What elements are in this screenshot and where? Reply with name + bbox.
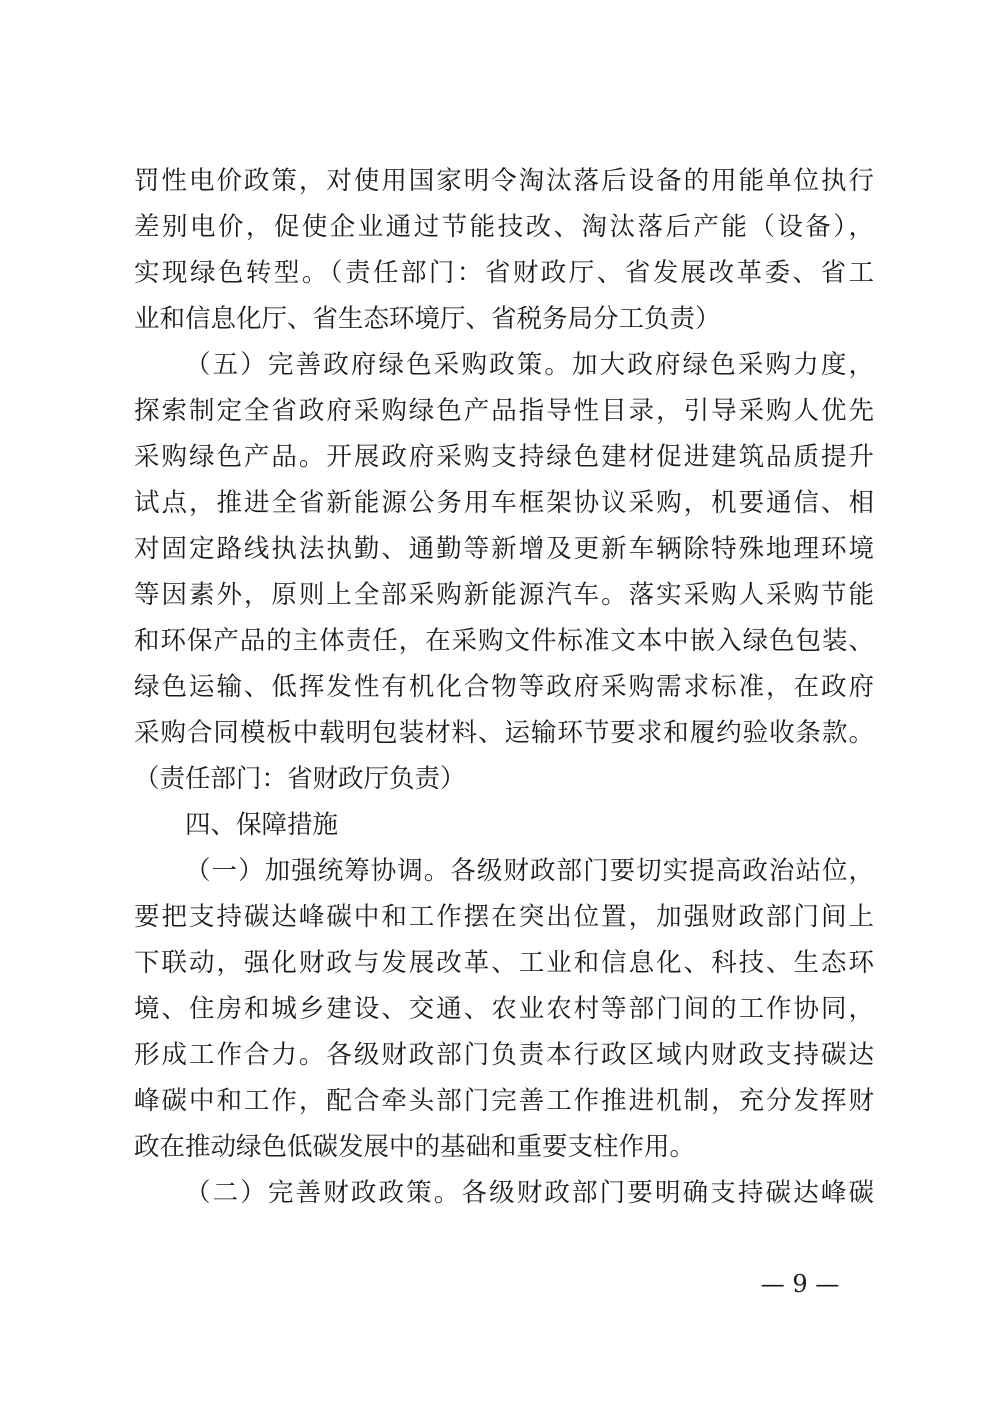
text-line: 罚性电价政策，对使用国家明令淘汰落后设备的用能单位执行	[134, 166, 874, 196]
text-line: 采购合同模板中载明包装材料、运输环节要求和履约验收条款。	[134, 718, 874, 748]
text-line: 对固定路线执法执勤、通勤等新增及更新车辆除特殊地理环境	[134, 534, 874, 564]
text-line: （一）加强统筹协调。各级财政部门要切实提高政治站位，	[185, 856, 874, 886]
body-text	[134, 158, 874, 1216]
text-line: 形成工作合力。各级财政部门负责本行政区域内财政支持碳达	[134, 1040, 874, 1070]
text-line: 峰碳中和工作，配合牵头部门完善工作推进机制，充分发挥财	[134, 1086, 874, 1116]
text-line: 采购绿色产品。开展政府采购支持绿色建材促进建筑品质提升	[134, 442, 874, 472]
text-line: 和环保产品的主体责任，在采购文件标准文本中嵌入绿色包装、	[134, 626, 874, 656]
text-line: 等因素外，原则上全部采购新能源汽车。落实采购人采购节能	[134, 580, 874, 610]
text-line: 实现绿色转型。（责任部门：省财政厅、省发展改革委、省工	[134, 258, 874, 288]
text-line: 境、住房和城乡建设、交通、农业农村等部门间的工作协同，	[134, 994, 874, 1024]
text-line: （责任部门：省财政厅负责）	[134, 764, 466, 794]
text-line: 业和信息化厅、省生态环境厅、省税务局分工负责）	[134, 304, 721, 334]
text-line: 要把支持碳达峰碳中和工作摆在突出位置，加强财政部门间上	[134, 902, 874, 932]
text-line: 政在推动绿色低碳发展中的基础和重要支柱作用。	[134, 1132, 696, 1162]
text-line: 差别电价，促使企业通过节能技改、淘汰落后产能（设备），	[134, 212, 874, 242]
text-line: 绿色运输、低挥发性有机化合物等政府采购需求标准，在政府	[134, 672, 874, 702]
text-line: 下联动，强化财政与发展改革、工业和信息化、科技、生态环	[134, 948, 874, 978]
text-line: 试点，推进全省新能源公务用车框架协议采购，机要通信、相	[134, 488, 874, 518]
page-number: — 9 —	[760, 1270, 840, 1298]
text-line: 探索制定全省政府采购绿色产品指导性目录，引导采购人优先	[134, 396, 874, 426]
text-line: 四、保障措施	[185, 810, 339, 840]
text-line: （五）完善政府绿色采购政策。加大政府绿色采购力度，	[185, 350, 874, 380]
text-line: （二）完善财政政策。各级财政部门要明确支持碳达峰碳	[185, 1178, 874, 1208]
